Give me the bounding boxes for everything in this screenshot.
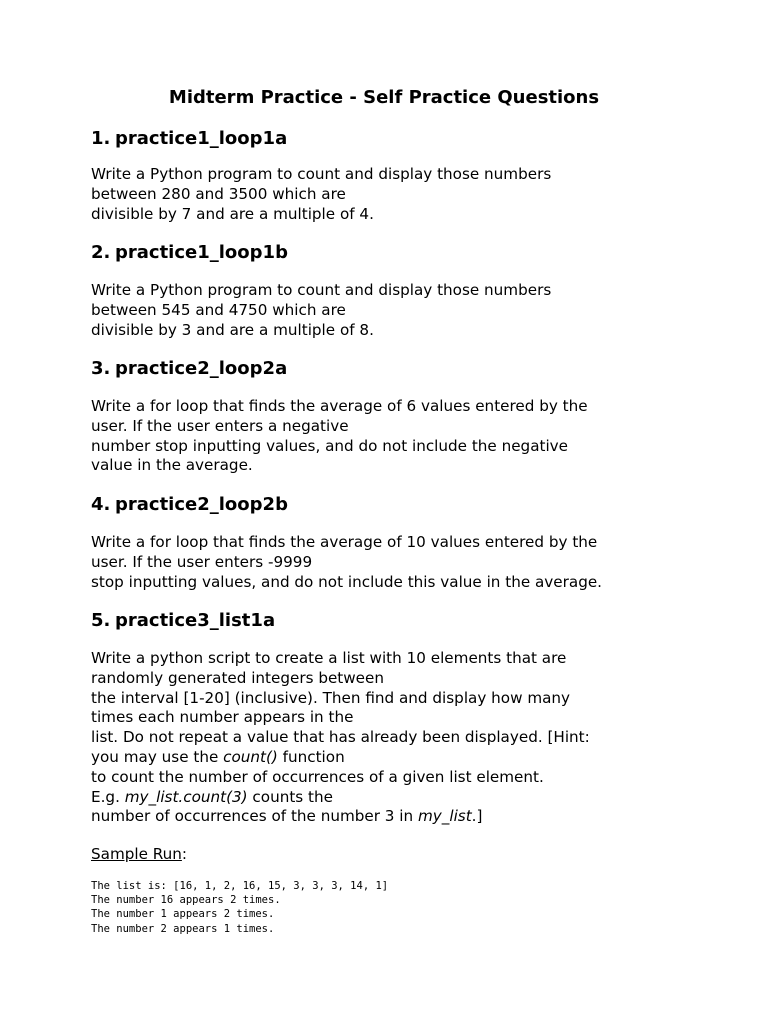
question-4-heading xyxy=(91,493,288,517)
question-3-number: 3. xyxy=(91,358,111,379)
question-3-name: practice2_loop2a xyxy=(115,358,288,379)
question-5-number: 5. xyxy=(91,610,111,631)
text-line: the interval [1-20] (inclusive). Then find and display how many xyxy=(91,688,571,707)
text-line: times each number appears in the xyxy=(91,708,354,727)
text-line xyxy=(91,807,751,827)
question-5-name: practice3_list1a xyxy=(115,610,276,631)
text-line: Write a Python program to count and display those numbers xyxy=(91,281,552,299)
text-line: Write a for loop that finds the average of 10 values entered by the xyxy=(91,533,598,551)
question-2-name: practice1_loop1b xyxy=(115,242,288,263)
question-1-name: practice1_loop1a xyxy=(115,128,288,149)
text-line: Write a for loop that finds the average of 6 values entered by the xyxy=(91,397,588,415)
text-fragment: number of occurrences of the number 3 in xyxy=(91,807,418,826)
question-3-text xyxy=(91,397,751,476)
text-line: user. If the user enters a negative xyxy=(91,416,349,435)
text-fragment: counts the xyxy=(247,787,333,806)
question-2-text xyxy=(91,281,751,340)
question-2-number: 2. xyxy=(91,242,111,263)
question-2-heading xyxy=(91,241,288,265)
text-line: Write a python script to create a list with 10 elements that are xyxy=(91,649,567,667)
output-line: The number 1 appears 2 times. xyxy=(91,908,275,921)
code-reference: count() xyxy=(223,747,278,766)
text-line: divisible by 3 and are a multiple of 8. xyxy=(91,320,374,339)
text-fragment: .] xyxy=(471,807,483,826)
text-line xyxy=(91,748,751,768)
sample-run-label xyxy=(91,844,187,864)
output-line: The number 16 appears 2 times. xyxy=(91,894,281,907)
page-title: Midterm Practice - Self Practice Questions xyxy=(168,87,600,108)
question-3-heading xyxy=(91,357,287,381)
text-line: to count the number of occurrences of a given list element. xyxy=(91,767,544,786)
text-line: Write a Python program to count and display those numbers xyxy=(91,165,552,183)
question-5-text xyxy=(91,649,751,827)
output-line: The number 2 appears 1 times. xyxy=(91,922,275,935)
output-line: The list is: [16, 1, 2, 16, 15, 3, 3, 3, 14, 1] xyxy=(91,880,389,892)
question-4-number: 4. xyxy=(91,494,111,515)
sample-run-colon: : xyxy=(181,845,188,863)
question-1-text xyxy=(91,165,751,224)
text-fragment: E.g. xyxy=(91,787,125,806)
text-line: user. If the user enters -9999 xyxy=(91,552,313,571)
text-fragment: function xyxy=(277,747,345,766)
sample-run-heading: Sample Run xyxy=(91,845,182,863)
text-line: value in the average. xyxy=(91,456,253,475)
text-line: between 545 and 4750 which are xyxy=(91,300,346,319)
text-line: divisible by 7 and are a multiple of 4. xyxy=(91,204,374,223)
code-reference: my_list.count(3) xyxy=(124,787,248,806)
text-line: stop inputting values, and do not include this value in the average. xyxy=(91,572,603,591)
sample-run-output xyxy=(91,879,388,936)
text-line: number stop inputting values, and do not include the negative xyxy=(91,436,569,455)
question-5-heading xyxy=(91,609,275,633)
question-1-number: 1. xyxy=(91,128,111,149)
text-line xyxy=(91,788,751,808)
text-line: between 280 and 3500 which are xyxy=(91,184,346,203)
text-line: list. Do not repeat a value that has already been displayed. [Hint: xyxy=(91,728,590,747)
text-line: randomly generated integers between xyxy=(91,668,384,687)
code-reference: my_list xyxy=(417,807,472,826)
question-1-heading xyxy=(91,127,287,151)
question-4-text xyxy=(91,533,751,592)
text-fragment: you may use the xyxy=(91,747,224,766)
question-4-name: practice2_loop2b xyxy=(115,494,288,515)
